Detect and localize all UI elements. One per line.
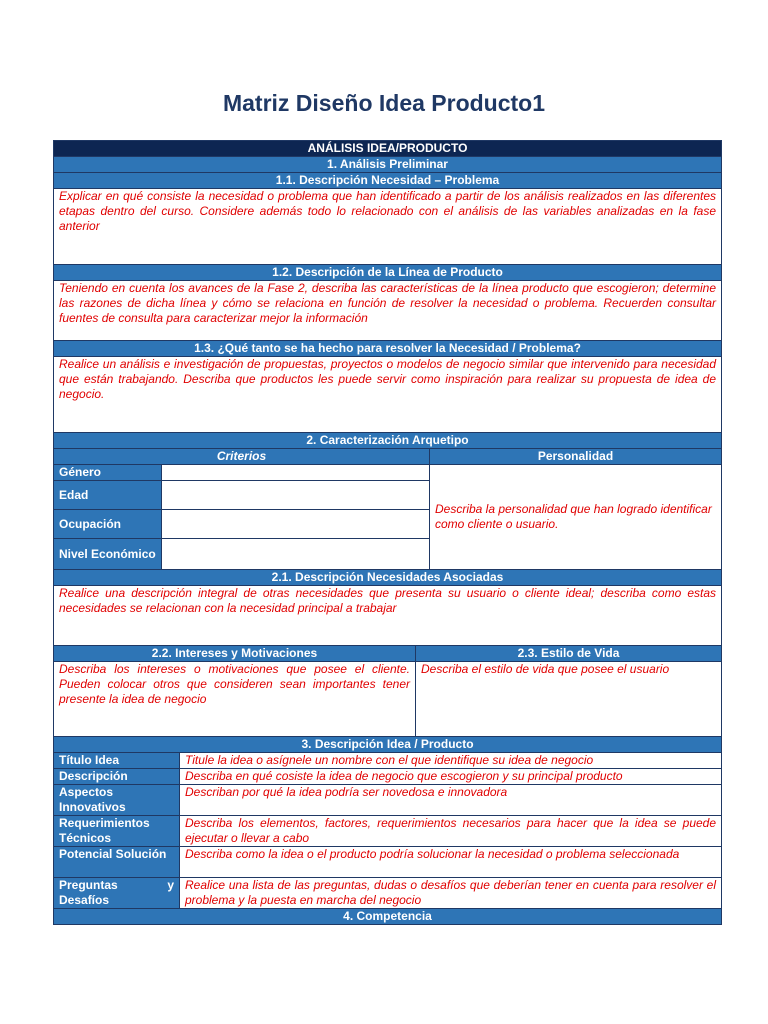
section-1-2-text[interactable]: Teniendo en cuenta los avances de la Fase 2, describa las características de la línea producto que escogieron; determine las razones de dicha línea y cómo se relaciona en función de resolver la necesidad o problema. Recuerden consultar fuentes de consulta para caracterizar mejor la información (54, 281, 722, 341)
criterio-edad-value[interactable] (162, 481, 430, 510)
criterio-genero-value[interactable] (162, 465, 430, 481)
idea-potencial-text[interactable]: Describa como la idea o el producto podría solucionar la necesidad o problema seleccionada (180, 847, 722, 878)
product-idea-matrix (53, 140, 722, 925)
section-2-2-title: 2.2. Intereses y Motivaciones (54, 646, 416, 662)
idea-titulo-text[interactable]: Titule la idea o asígnele un nombre con el que identifique su idea de negocio (180, 753, 722, 769)
idea-preguntas-text[interactable]: Realice una lista de las preguntas, dudas o desafíos que deberían tener en cuenta para resolver el problema y la puesta en marcha del negocio (180, 878, 722, 909)
section-1-3-title: 1.3. ¿Qué tanto se ha hecho para resolver la Necesidad / Problema? (54, 341, 722, 357)
idea-aspectos-text[interactable]: Describan por qué la idea podría ser novedosa e innovadora (180, 785, 722, 816)
idea-aspectos-label: Aspectos Innovativos (54, 785, 180, 816)
criterio-ocupacion-value[interactable] (162, 510, 430, 539)
idea-requerimientos-label: Requerimientos Técnicos (54, 816, 180, 847)
criterio-genero-label: Género (54, 465, 162, 481)
section-2-3-text[interactable]: Describa el estilo de vida que posee el usuario (416, 662, 722, 737)
idea-titulo-label: Título Idea (54, 753, 180, 769)
criterio-ocupacion-label: Ocupación (54, 510, 162, 539)
criterio-nivel-economico-value[interactable] (162, 539, 430, 570)
section-4-title: 4. Competencia (54, 909, 722, 925)
section-2-2-text[interactable]: Describa los intereses o motivaciones que posee el cliente. Pueden colocar otros que consideren sean importantes tener presente la idea de negocio (54, 662, 416, 737)
page-title: Matriz Diseño Idea Producto1 (222, 90, 546, 116)
criterio-nivel-economico-label: Nivel Económico (54, 539, 162, 570)
idea-descripcion-text[interactable]: Describa en qué cosiste la idea de negocio que escogieron y su principal producto (180, 769, 722, 785)
section-2-3-title: 2.3. Estilo de Vida (416, 646, 722, 662)
section-2-1-text[interactable]: Realice una descripción integral de otras necesidades que presenta su usuario o cliente ideal; describa como estas necesidades se relacionan con la necesidad principal a trabajar (54, 586, 722, 646)
personalidad-header: Personalidad (430, 449, 722, 465)
criterios-header: Criterios (54, 449, 430, 465)
section-1-2-title: 1.2. Descripción de la Línea de Producto (54, 265, 722, 281)
idea-descripcion-label: Descripción (54, 769, 180, 785)
section-2-title: 2. Caracterización Arquetipo (54, 433, 722, 449)
idea-requerimientos-text[interactable]: Describa los elementos, factores, requerimientos necesarios para hacer que la idea se puede ejecutar o llevar a cabo (180, 816, 722, 847)
idea-preguntas-label: Preguntas y Desafíos (54, 878, 180, 909)
personalidad-text[interactable]: Describa la personalidad que han logrado identificar como cliente o usuario. (430, 465, 722, 570)
criterio-edad-label: Edad (54, 481, 162, 510)
section-1-1-title: 1.1. Descripción Necesidad – Problema (54, 173, 722, 189)
matrix-header: ANÁLISIS IDEA/PRODUCTO (54, 141, 722, 157)
section-2-1-title: 2.1. Descripción Necesidades Asociadas (54, 570, 722, 586)
idea-potencial-label: Potencial Solución (54, 847, 180, 878)
section-3-title: 3. Descripción Idea / Producto (54, 737, 722, 753)
section-1-1-text[interactable]: Explicar en qué consiste la necesidad o problema que han identificado a partir de los análisis realizados en las diferentes etapas dentro del curso. Considere además todo lo relacionado con el análisis de las variables analizadas en la fase anterior (54, 189, 722, 265)
section-1-title: 1. Análisis Preliminar (54, 157, 722, 173)
section-1-3-text[interactable]: Realice un análisis e investigación de propuestas, proyectos o modelos de negocio similar que intervenido para necesidad que están trabajando. Describa que productos les puede servir como inspiración para realizar su propuesta de idea de negocio. (54, 357, 722, 433)
